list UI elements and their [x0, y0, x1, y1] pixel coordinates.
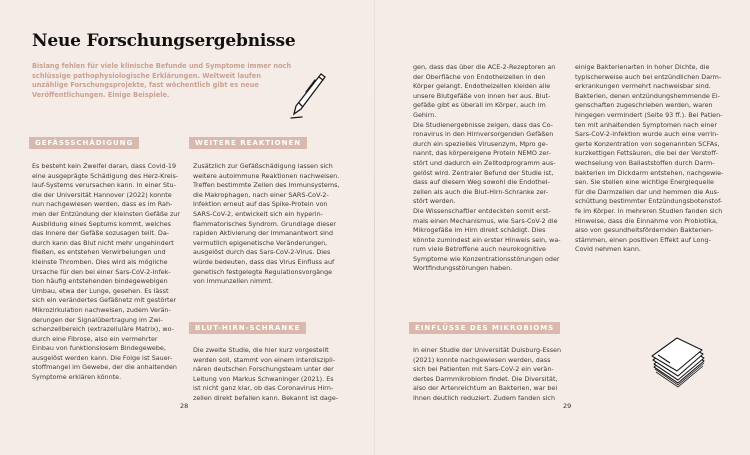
paper-stack-illustration-icon	[648, 337, 708, 392]
text-weitere-reaktionen: Zusätzlich zur Gefäßschädigung lassen sich weitere autoimmune Reaktionen nachweisen. Treffen bestimmte Zellen des Immunsystems, die Makrophagen, nach einer SARS-CoV-2- Infektion erneut auf das Spike-Protein von SARS-CoV-2, entwickelt sich ein hyperin- flammatorisches Syndrom. Grundlage dieser rapiden Aktivierung der Immanantwort sind vermutlich epigenetische Veränderungen, ausgelöst durch das Sars-CoV-2-Virus. Dies würde bedeuten, dass das Virus Einfluss auf genetisch festgelegte Regulationsvorgänge von Immunzellen nimmt.	[193, 162, 340, 286]
pen-illustration-icon	[288, 70, 328, 120]
text-einfluesse-des-mikrobioms: In einer Studie der Universität Duisburg-Essen (2021) konnte nachgewiesen werden, dass sich bei Patienten mit Sars-CoV-2 ein verän- dertes Darmmikrobiom findet. Die Diversität, also der Artenreichtum an Bakterien, war bei ihnen deutlich reduziert. Zudem fanden sich	[413, 346, 562, 402]
text-blut-hirn-schranke: Die zweite Studie, die hier kurz vorgestellt werden soll, stammt von einem interdiszipli- nären deutschen Forschungsteam unter der Leitung von Markus Schwaninger (2021). Es ist nicht ganz klar, ob das Coronavirus Hirn- zellen direkt befallen kann. Bekannt ist dage-	[193, 346, 339, 402]
heading-einfluesse-des-mikrobioms: EINFLÜSSE DES MIKROBIOMS	[409, 322, 560, 334]
text-gefaessschaedigung: Es besteht kein Zweifel daran, dass Covid-19 eine ausgeprägte Schädigung des Herz-Kreis- lauf-Systems verursachen kann. In einer Stu- die der Universität Hannover (2022) konnte nun nachgewiesen werden, dass es im Rah- men der Entzündung der kleinsten Gefäße zur Ausbildung eines Septums kommt, welches das Innere der Gefäße sozusagen teilt. Da- durch kann das Blut nicht mehr ungehindert fließen, es entstehen Verwirbelungen und kleinste Thromben. Dies wird als mögliche Ursache für den bei einer Sars-CoV-2-Infek- tion häufig entstehenden bindegewebigen Umbau, etwa der Lunge, gesehen. Es lässt sich ein verändertes Gefäßnetz mit gestörter Mikrozirkulation nachweisen, zudem Verän- derungen der Signalübertragung im Zwi- schenzellbereich (extrazelluläre Matrix), wo- durch eine Fibrose, also ein vermehrter Einbau von funktionslosem Bindegewebe, ausgelöst werden kann. Die Folge ist Sauer- stoffmangel im Gewebe, der die anhaltenden Symptome erklären könnte.	[32, 162, 180, 382]
text-mikrobiom-continued: einige Bakterienarten in hoher Dichte, die typischerweise auch bei entzündlichen Darm- erkrankungen vermehrt nachweisbar sind. Bakterien, denen entzündungshemmende Ei- genschaften zugeschrieben werden, waren hingegen vermindert (Seite 93 ff.). Bei Patien- ten mit anhaltenden Symptomen nach einer Sars-CoV-2-Infektion wurde auch eine verrin- gerte Konzentration von sogenannten SCFAs, kurzkettigen Fettsäuren, die bei der Verstoff- wechselung von Ballaststoffen durch Darm- bakterien im Dickdarm entstehen, nachgewie- sen. Sie stellen eine wichtige Energiequelle für die Darmzellen dar und hemmen die Aus- schüttung bestimmter Entzündungsbotenstof- fe im Körper. In mehreren Studien fanden sich Hinweise, dass die Einnahme von Probiotika, also von gesundheitsfördernden Bakterien- stämmen, einen positiven Effekt auf Long- Covid nehmen kann.	[575, 63, 724, 254]
heading-blut-hirn-schranke: BLUT-HIRN-SCHRANKE	[189, 322, 306, 334]
page-title: Neue Forschungsergebnisse	[32, 31, 296, 51]
heading-weitere-reaktionen: WEITERE REAKTIONEN	[189, 137, 307, 149]
page-number-right: 29	[563, 402, 572, 410]
right-page	[375, 0, 750, 455]
page-number-left: 28	[180, 402, 189, 410]
intro-text: Bislang fehlen für viele klinische Befunde und Symptome immer noch schlüssige pathophysiologische Erklärungen. Weltweit laufen unzählige Forschungsprojekte, fast wöchentlich gibt es neue Veröffentlichungen. Einige Beispiele.	[32, 62, 292, 99]
heading-gefaessschaedigung: GEFÄSSSCHÄDIGUNG	[29, 137, 139, 149]
text-blut-hirn-schranke-continued: gen, dass das über die ACE-2-Rezeptoren an der Oberfläche von Endothelzellen in den Körper gelangt. Endothelzellen kleiden alle unsere Blutgefäße von innen her aus. Blut- gefäße gibt es überall im Körper, auch im Gehirn. Die Studienergebnisse zeigen, dass das Co- ronavirus in den Hirnversorgenden Gefäßen durch ein spezielles Virusenzym, Mpro ge- nannt, das körpereigene Protein NEMO zer- stört und dadurch ein Zelltodprogramm aus- gelöst wird. Zentraler Befund der Studie ist, dass auf diesem Weg sowohl die Endothel- zellen als auch die Blut-Hirn-Schranke zer- stört werden. Die Wissenschaftler entdeckten somit erst- mals einen Mechanismus, wie Sars-CoV-2 die Mikrogefäße im Hirn direkt schädigt. Dies könnte zumindest ein erster Hinweis sein, wa- rum viele Betroffene auch neurokognitive Symptome wie Konzentrationsstörungen oder Wortfindungsstörungen haben.	[413, 63, 561, 273]
